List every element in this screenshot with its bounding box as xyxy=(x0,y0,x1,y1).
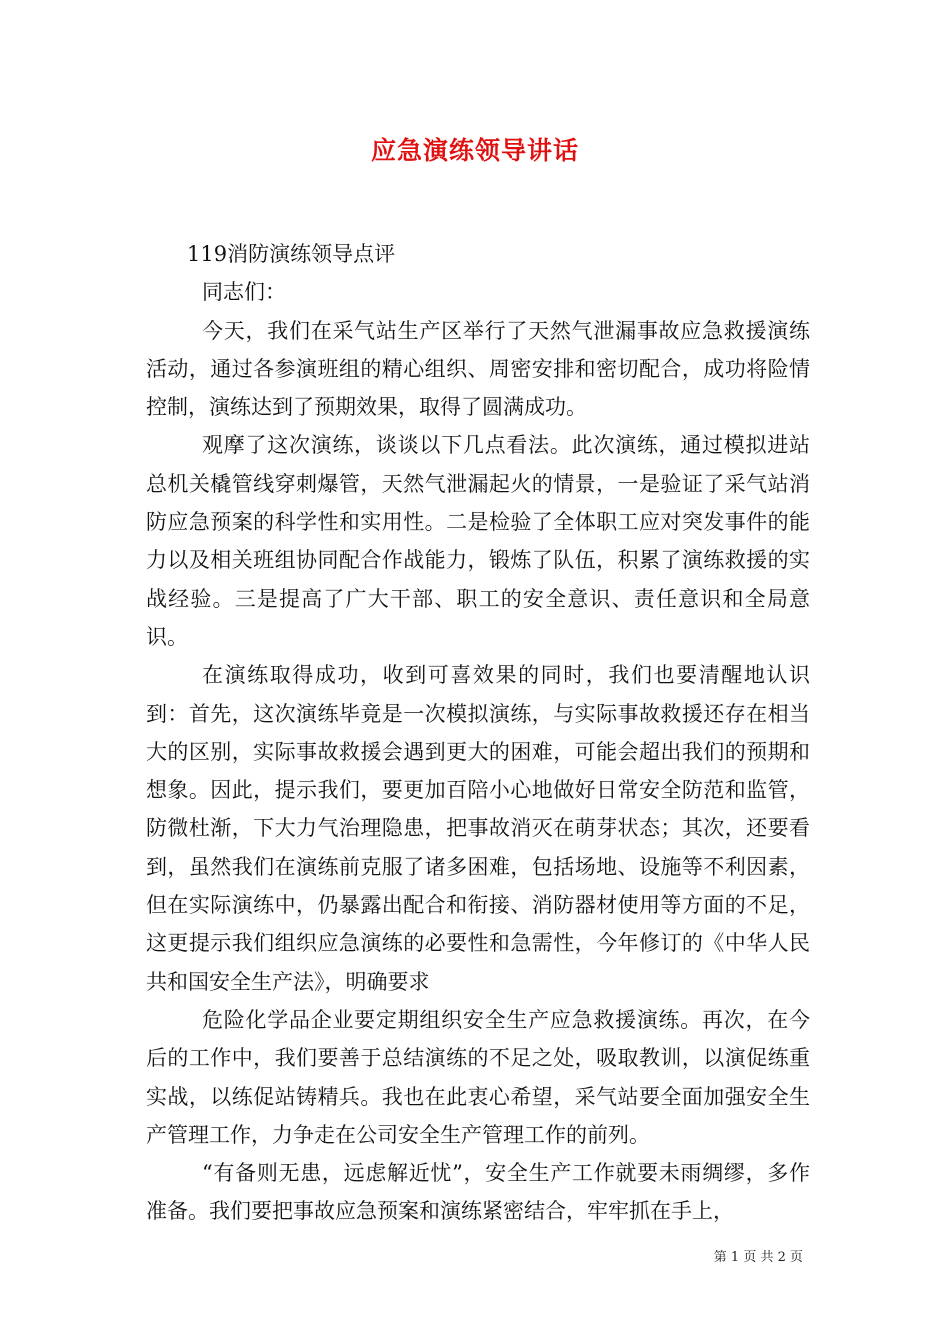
paragraph-2: 观摩了这次演练，谈谈以下几点看法。此次演练，通过模拟进站总机关橇管线穿刺爆管，天然气泄漏起火的情景，一是验证了采气站消防应急预案的科学性和实用性。二是检验了全体职工应对突发事件的能力以及相关班组协同配合作战能力，锻炼了队伍，积累了演练救援的实战经验。三是提高了广大干部、职工的安全意识、责任意识和全局意识。 xyxy=(146,433,810,649)
subheading: 119消防演练领导点评 xyxy=(187,242,396,266)
greeting: 同志们： xyxy=(202,280,286,305)
paragraph-4: 危险化学品企业要定期组织安全生产应急救援演练。再次，在今后的工作中，我们要善于总结演练的不足之处，吸取教训，以演促练重实战，以练促站铸精兵。我也在此衷心希望，采气站要全面加强安全生产管理工作，力争走在公司安全生产管理工作的前列。 xyxy=(146,1007,810,1147)
paragraph-5: “有备则无患，远虑解近忧”，安全生产工作就要未雨绸缪，多作准备。我们要把事故应急预案和演练紧密结合，牢牢抓在手上， xyxy=(146,1161,810,1224)
paragraph-3: 在演练取得成功，收到可喜效果的同时，我们也要清醒地认识到：首先，这次演练毕竟是一次模拟演练，与实际事故救援还存在相当大的区别，实际事故救援会遇到更大的困难，可能会超出我们的预期和想象。因此，提示我们，要更加百陪小心地做好日常安全防范和监管，防微杜渐，下大力气治理隐患，把事故消灭在萌芽状态；其次，还要看到，虽然我们在演练前克服了诸多困难，包括场地、设施等不利因素，但在实际演练中，仍暴露出配合和衔接、消防器材使用等方面的不足，这更提示我们组织应急演练的必要性和急需性，今年修订的《中华人民共和国安全生产法》，明确要求 xyxy=(146,663,810,994)
document-body xyxy=(146,235,810,1231)
page-number: 第 1 页 共 2 页 xyxy=(713,1250,803,1265)
paragraph-1: 今天，我们在采气站生产区举行了天然气泄漏事故应急救援演练活动，通过各参演班组的精心组织、周密安排和密切配合，成功将险情控制，演练达到了预期效果，取得了圆满成功。 xyxy=(146,318,810,420)
document-title: 应急演练领导讲话 xyxy=(370,136,579,165)
